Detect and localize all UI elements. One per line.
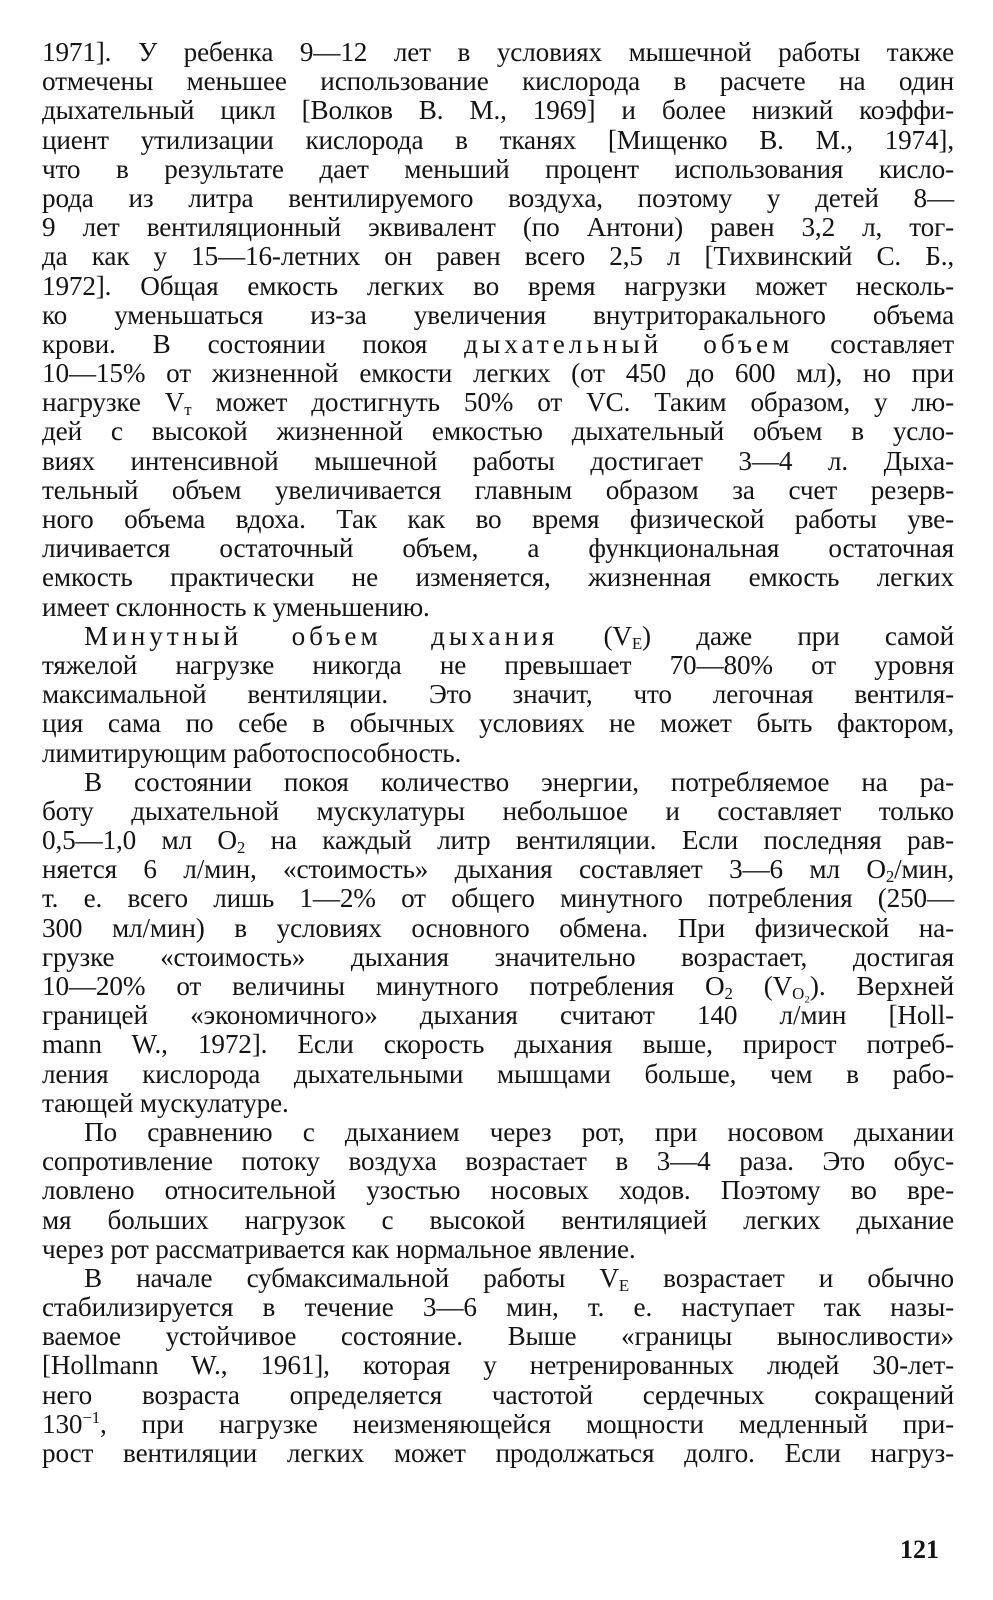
text-line: стабилизируется в течение 3—6 мин, т. е. наступает так назы-: [42, 1292, 954, 1323]
text-line: максимальной вентиляции. Это значит, что легочная вентиля-: [42, 679, 954, 710]
text-line: ция сама по себе в обычных условиях не может быть фактором,: [42, 708, 954, 739]
text-line: дыхательный цикл [Волков В. М., 1969] и более низкий коэффи-: [42, 95, 954, 126]
text-run: /мин,: [894, 854, 954, 885]
superscript: −1: [82, 1407, 100, 1427]
text-line: мя больших нагрузок с высокой вентиляцией легких дыхание: [42, 1204, 954, 1235]
text-line: имеет склонность к уменьшению.: [42, 591, 430, 622]
text-line: емкость практически не изменяется, жизненная емкость легких: [42, 562, 954, 593]
text-line: 1972]. Общая емкость легких во время нагрузки может несколь-: [42, 270, 954, 301]
subscript: 2: [236, 838, 246, 858]
text-line: [42, 387, 954, 420]
text-run: крови. В состоянии покоя: [42, 328, 465, 359]
text-line: По сравнению с дыханием через рот, при носовом дыхании: [84, 1116, 954, 1147]
text-line: грузке «стоимость» дыхания значительно возрастает, достигая: [42, 941, 954, 972]
subscript: E: [618, 1276, 630, 1296]
text-line: боту дыхательной мускулатуры небольшое и составляет только: [42, 795, 954, 826]
spaced-term: Минутный объем дыхания: [84, 620, 559, 651]
paragraph-5: [42, 1264, 954, 1468]
text-line: лимитирующим работоспособность.: [42, 737, 462, 768]
text-line: [42, 854, 954, 887]
text-run: 0,5—1,0 мл O: [42, 825, 237, 856]
text-run: 130: [42, 1408, 83, 1439]
text-line: ко уменьшаться из-за увеличения внутриторакального объема: [42, 299, 954, 330]
text-line: [42, 1407, 954, 1439]
text-line: 1971]. У ребенка 9—12 лет в условиях мышечной работы также: [42, 37, 954, 67]
subscript: 2: [724, 984, 733, 1004]
text-line: [42, 825, 955, 858]
text-run: 10—20% от величины минутного потребления O: [42, 971, 725, 1001]
text-line: да как у 15—16-летних он равен всего 2,5 л [Тихвинский С. Б.,: [42, 241, 954, 272]
text-line: ного объема вдоха. Так как во время физической работы уве-: [42, 504, 954, 534]
text-run: В начале субмаксимальной работы V: [84, 1262, 619, 1293]
text-line: тельный объем увеличивается главным образом за счет резерв-: [42, 474, 954, 505]
subscript: т: [184, 400, 192, 420]
text-line: рода из литра вентилируемого воздуха, поэтому у детей 8—: [42, 182, 954, 213]
text-line: 10—15% от жизненной емкости легких (от 450 до 600 мл), но при: [42, 358, 954, 389]
subscript: E: [631, 633, 643, 653]
text-run: (V: [732, 971, 793, 1001]
text-line: [Hollmann W., 1961], которая у нетренированных людей 30-лет-: [42, 1350, 954, 1381]
text-line: через рот рассматривается как нормальное явление.: [42, 1233, 636, 1264]
page-number: 121: [900, 1535, 939, 1564]
text-line: циент утилизации кислорода в тканях [Мищенко В. М., 1974],: [42, 124, 954, 155]
text-line: него возраста определяется частотой сердечных сокращений: [42, 1379, 954, 1410]
paragraph-1: [42, 38, 954, 622]
subscript: 2: [885, 867, 895, 887]
subscript: O₂: [792, 984, 810, 1004]
text-run: няется 6 л/мин, «стоимость» дыхания составляет 3—6 мл O: [42, 854, 886, 885]
text-line: тающей мускулатуре.: [42, 1087, 289, 1118]
text-line: границей «экономичного» дыхания считают 140 л/мин [Holl-: [42, 1000, 954, 1031]
text-line: 9 лет вентиляционный эквивалент (по Антони) равен 3,2 л, тог-: [42, 212, 954, 243]
text-line: виях интенсивной мышечной работы достигает 3—4 л. Дыха-: [42, 445, 954, 476]
text-line: ловлено относительной узостью носовых ходов. Поэтому во вре-: [42, 1175, 954, 1206]
text-run: (V: [558, 620, 632, 651]
text-line: сопротивление потоку воздуха возрастает в 3—4 раза. Это обус-: [42, 1146, 954, 1177]
text-line: т. е. всего лишь 1—2% от общего минутного потребления (250—: [42, 883, 954, 914]
page-text: [42, 38, 954, 1568]
text-run: составляет: [793, 328, 954, 359]
text-run: возрастает и обычно: [629, 1262, 954, 1293]
text-line: [42, 971, 954, 1004]
text-line: mann W., 1972]. Если скорость дыхания выше, прирост потреб-: [42, 1029, 954, 1060]
text-run: ) даже при самой: [642, 620, 954, 651]
text-run: на каждый литр вентиляции. Если последняя рав-: [245, 825, 955, 856]
text-line: 300 мл/мин) в условиях основного обмена. При физической на-: [42, 912, 954, 943]
text-line: ваемое устойчивое состояние. Выше «границы выносливости»: [42, 1321, 954, 1352]
text-line: В состоянии покоя количество энергии, потребляемое на ра-: [84, 766, 954, 797]
paragraph-2: [42, 622, 954, 768]
text-run: может достигнуть 50% от VC. Таким образом, у лю-: [191, 387, 954, 418]
text-line: [42, 330, 954, 359]
text-line: рост вентиляции легких может продолжаться долго. Если нагруз-: [42, 1438, 954, 1468]
spaced-term: дыхательный объем: [464, 328, 794, 359]
text-line: дей с высокой жизненной емкостью дыхательный объем в усло-: [42, 416, 954, 447]
paragraph-4: [42, 1118, 954, 1264]
text-line: ления кислорода дыхательными мышцами больше, чем в рабо-: [42, 1058, 954, 1089]
text-line: что в результате дает меньший процент использования кисло-: [42, 153, 954, 184]
text-line: отмечены меньшее использование кислорода в расчете на один: [42, 66, 954, 97]
text-run: нагрузке V: [42, 387, 185, 418]
text-run: ). Верхней: [809, 971, 954, 1001]
text-line: [42, 1262, 954, 1296]
text-line: [42, 622, 954, 651]
text-run: , при нагрузке неизменяющейся мощности медленный при-: [99, 1408, 954, 1439]
text-line: личивается остаточный объем, а функциональная остаточная: [42, 533, 954, 564]
paragraph-3: [42, 768, 954, 1118]
text-line: тяжелой нагрузке никогда не превышает 70—80% от уровня: [42, 649, 954, 680]
